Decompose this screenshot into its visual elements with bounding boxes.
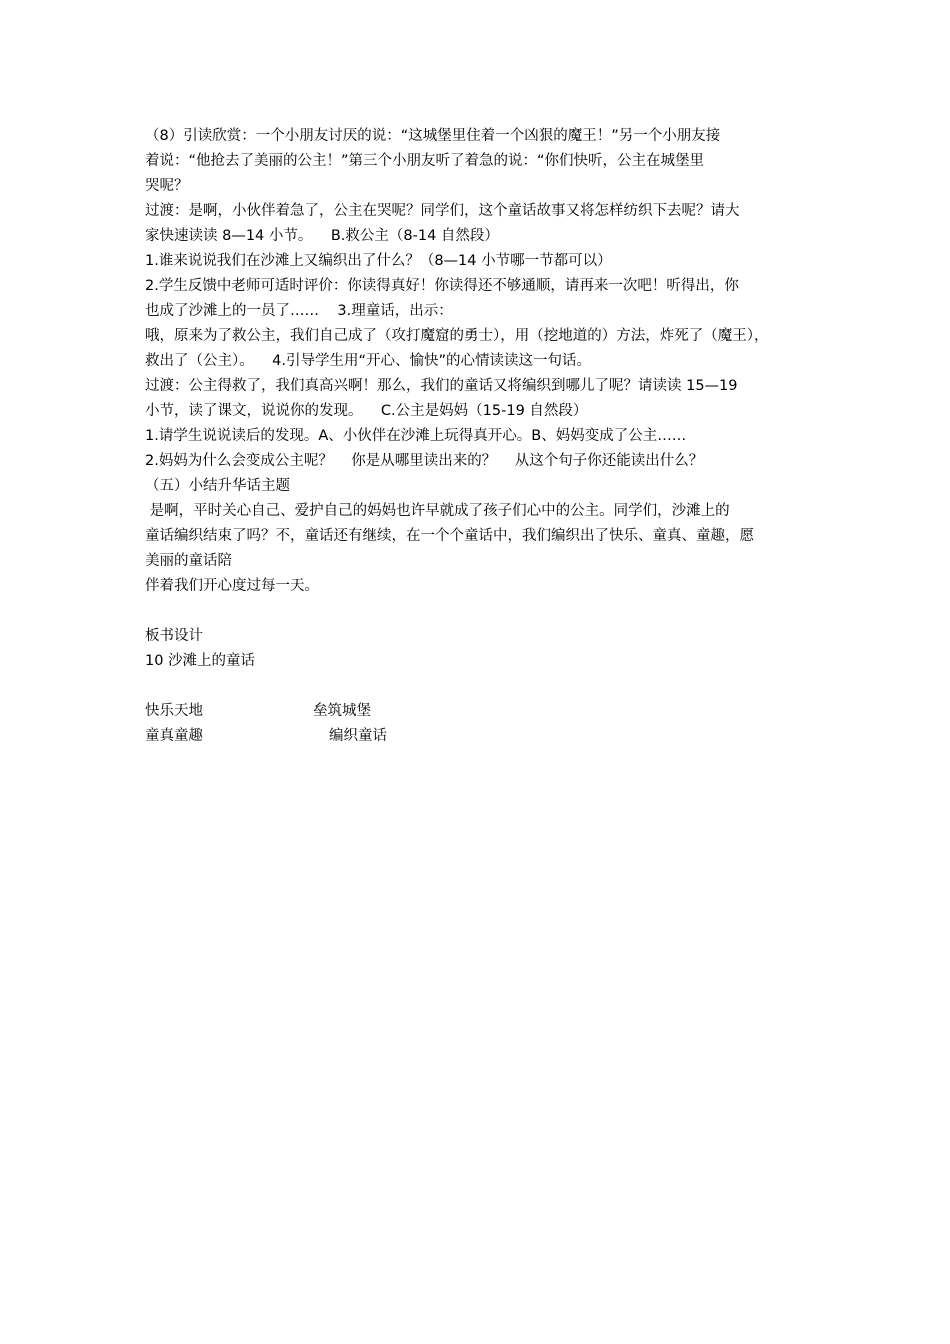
board-item-left: 童真童趣 [145, 728, 203, 744]
paragraph-line: 伴着我们开心度过每一天。 [145, 578, 319, 594]
paragraph-line: 是啊，平时关心自己、爱护自己的妈妈也许早就成了孩子们心中的公主。同学们，沙滩上的 [145, 503, 730, 519]
paragraph-line: 1.请学生说说读后的发现。A、小伙伴在沙滩上玩得真开心。B、妈妈变成了公主…… [145, 428, 687, 444]
paragraph-line: 2.妈妈为什么会变成公主呢？ 你是从哪里读出来的？ 从这个句子你还能读出什么？ [145, 453, 704, 469]
paragraph-line: 小节，读了课文，说说你的发现。 C.公主是妈妈（15-19 自然段） [145, 403, 588, 419]
paragraph-line: 2.学生反馈中老师可适时评价：你读得真好！你读得还不够通顺，请再来一次吧！听得出，你 [145, 278, 739, 294]
board-row [145, 699, 811, 724]
paragraph-line: 也成了沙滩上的一员了…… 3.理童话，出示： [145, 303, 453, 319]
board-item-left: 快乐天地 [145, 703, 203, 719]
paragraph-line: （8）引读欣赏：一个小朋友讨厌的说：“这城堡里住着一个凶狠的魔王！”另一个小朋友接 [145, 128, 721, 144]
spacer [145, 599, 811, 624]
paragraph-line: 着说：“他抢去了美丽的公主！”第三个小朋友听了着急的说：“你们快听，公主在城堡里 [145, 153, 705, 169]
document-body [145, 124, 811, 749]
paragraph-line: 救出了（公主）。 4.引导学生用“开心、愉快”的心情读读这一句话。 [145, 353, 592, 369]
board-design-heading: 板书设计 [145, 628, 203, 644]
board-item-right: 垒筑城堡 [313, 703, 371, 719]
board-item-right: 编织童话 [329, 728, 387, 744]
paragraph-line: 美丽的童话陪 [145, 553, 232, 569]
paragraph-line: 1.谁来说说我们在沙滩上又编织出了什么？（8—14 小节哪一节都可以） [145, 253, 612, 269]
section-heading: （五）小结升华话主题 [145, 478, 290, 494]
board-title: 10 沙滩上的童话 [145, 653, 256, 669]
paragraph-line: 童话编织结束了吗？不，童话还有继续，在一个个童话中，我们编织出了快乐、童真、童趣，愿 [145, 528, 754, 544]
paragraph-line: 过渡：公主得救了，我们真高兴啊！那么，我们的童话又将编织到哪儿了呢？请读读 15—19 [145, 378, 738, 394]
board-row [145, 724, 811, 749]
paragraph-line: 哦，原来为了救公主，我们自己成了（攻打魔窟的勇士），用（挖地道的）方法，炸死了（魔王）， [145, 328, 769, 344]
paragraph-line: 家快速读读 8—14 小节。 B.救公主（8-14 自然段） [145, 228, 499, 244]
paragraph-line: 过渡：是啊，小伙伴着急了，公主在哭呢？同学们，这个童话故事又将怎样纺织下去呢？请大 [145, 203, 740, 219]
paragraph-line: 哭呢？ [145, 178, 189, 194]
spacer [145, 674, 811, 699]
